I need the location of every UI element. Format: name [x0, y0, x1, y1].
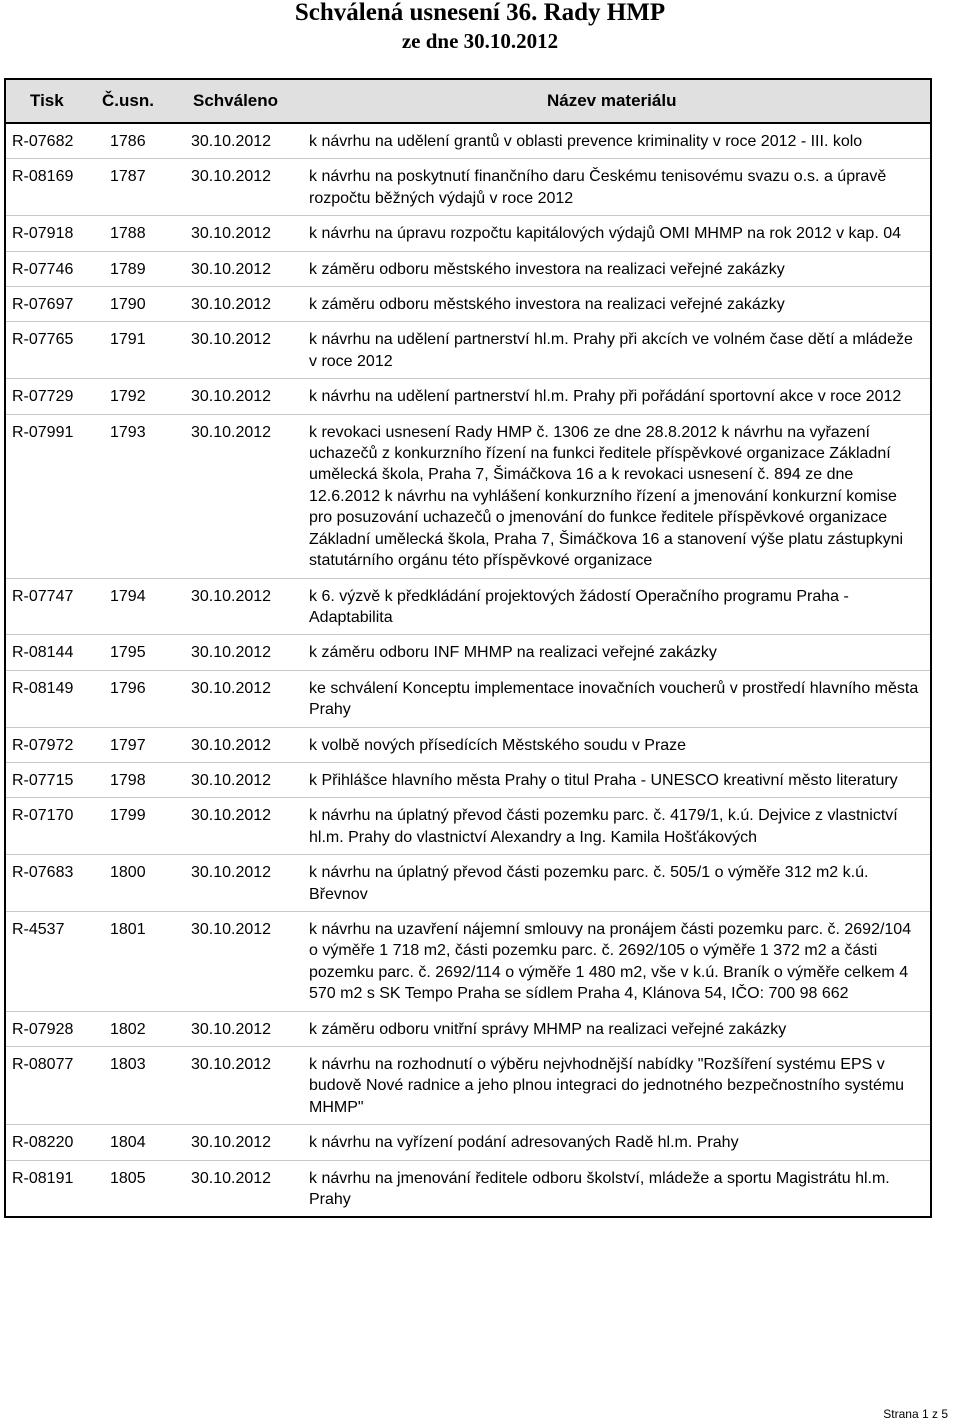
cell-cislo-usneseni: 1792	[110, 388, 146, 406]
cell-schvaleno: 30.10.2012	[191, 679, 272, 697]
cell-tisk: R-08077	[12, 1056, 74, 1073]
table-row	[6, 216, 930, 251]
table-row	[6, 415, 930, 579]
cell-cislo-usneseni: 1804	[110, 1134, 146, 1152]
cell-cislo-usneseni: 1805	[110, 1169, 146, 1187]
table-header	[4, 78, 932, 124]
cell-tisk: R-07765	[12, 331, 74, 349]
table-row	[6, 1161, 930, 1217]
cell-tisk: R-07683	[12, 864, 74, 882]
cell-nazev-materialu: k návrhu na udělení grantů v oblasti prevence kriminality v roce 2012 - III. kolo	[309, 133, 863, 150]
cell-tisk: R-07697	[12, 296, 74, 314]
cell-schvaleno: 30.10.2012	[191, 388, 272, 406]
cell-cislo-usneseni: 1788	[110, 225, 146, 243]
cell-cislo-usneseni: 1789	[110, 260, 146, 278]
cell-tisk: R-07747	[12, 587, 74, 605]
cell-nazev-materialu: k návrhu na úpravu rozpočtu kapitálových výdajů OMI MHMP na rok 2012 v kap. 04	[309, 225, 902, 243]
cell-cislo-usneseni: 1799	[110, 807, 146, 825]
cell-cislo-usneseni: 1796	[110, 679, 146, 697]
table-row	[6, 763, 930, 798]
cell-cislo-usneseni: 1793	[110, 423, 146, 441]
cell-schvaleno: 30.10.2012	[191, 133, 272, 150]
table-row	[6, 159, 930, 216]
column-header-schvaleno: Schváleno	[193, 91, 279, 110]
cell-nazev-materialu: k návrhu na udělení partnerství hl.m. Prahy při pořádání sportovní akce v roce 2012	[309, 388, 902, 406]
table-row	[6, 671, 930, 728]
cell-cislo-usneseni: 1802	[110, 1020, 146, 1038]
table-row	[6, 579, 930, 636]
cell-schvaleno: 30.10.2012	[191, 864, 272, 882]
cell-cislo-usneseni: 1794	[110, 587, 146, 605]
page-title: Schválená usnesení 36. Rady HMP	[294, 0, 666, 26]
cell-tisk: R-08144	[12, 644, 74, 662]
cell-schvaleno: 30.10.2012	[191, 331, 272, 349]
column-header-nazev-materialu: Název materiálu	[547, 91, 677, 110]
cell-tisk: R-08220	[12, 1134, 74, 1152]
table-row	[6, 252, 930, 287]
cell-tisk: R-07746	[12, 260, 74, 278]
cell-nazev-materialu: k návrhu na jmenování ředitele odboru školství, mládeže a sportu Magistrátu hl.m. Prahy	[309, 1169, 890, 1209]
cell-nazev-materialu: k návrhu na úplatný převod části pozemku parc. č. 505/1 o výměře 312 m2 k.ú. Břevnov	[309, 864, 869, 903]
table-row	[6, 635, 930, 670]
cell-tisk: R-08169	[12, 168, 74, 186]
cell-tisk: R-07991	[12, 423, 74, 441]
cell-nazev-materialu: k návrhu na vyřízení podání adresovaných Radě hl.m. Prahy	[309, 1134, 739, 1152]
table-row	[6, 322, 930, 379]
cell-nazev-materialu: k návrhu na úplatný převod části pozemku parc. č. 4179/1, k.ú. Dejvice z vlastnictví hl.m. Prahy do vlastnictví Alexandry a Ing. Kamila Hošťákových	[309, 807, 898, 846]
cell-nazev-materialu: k Přihlášce hlavního města Prahy o titul Praha - UNESCO kreativní město literatury	[309, 771, 898, 789]
cell-schvaleno: 30.10.2012	[191, 1169, 272, 1187]
cell-schvaleno: 30.10.2012	[191, 807, 272, 825]
table-row	[6, 124, 930, 159]
cell-cislo-usneseni: 1803	[110, 1056, 146, 1073]
table-row	[6, 1047, 930, 1125]
page-subtitle: ze dne 30.10.2012	[401, 29, 559, 53]
cell-nazev-materialu: k 6. výzvě k předkládání projektových žádostí Operačního programu Praha - Adaptabilita	[309, 587, 849, 626]
cell-tisk: R-07918	[12, 225, 74, 243]
cell-schvaleno: 30.10.2012	[191, 423, 272, 441]
table-row	[6, 912, 930, 1012]
cell-nazev-materialu: k záměru odboru INF MHMP na realizaci veřejné zakázky	[309, 644, 717, 662]
cell-nazev-materialu: k záměru odboru městského investora na realizaci veřejné zakázky	[309, 296, 785, 314]
cell-tisk: R-08191	[12, 1169, 74, 1187]
cell-nazev-materialu: k záměru odboru vnitřní správy MHMP na realizaci veřejné zakázky	[309, 1020, 787, 1038]
cell-cislo-usneseni: 1797	[110, 736, 146, 754]
cell-schvaleno: 30.10.2012	[191, 587, 272, 605]
cell-schvaleno: 30.10.2012	[191, 225, 272, 243]
cell-schvaleno: 30.10.2012	[191, 771, 272, 789]
cell-tisk: R-4537	[12, 920, 65, 938]
cell-nazev-materialu: k revokaci usnesení Rady HMP č. 1306 ze dne 28.8.2012 k návrhu na vyřazení uchazečů z konkurzního řízení na funkci ředitele příspěvkové organizace Základní umělecká škola, Praha 7, Šimáčkova 16 a k revokaci usnesení č. 894 ze dne 12.6.2012 k návrhu na vyhlášení konkurzního řízení a jmenování konkurzní komise pro posuzování uchazečů o jmenování do funkce ředitele příspěvkové organizace Základní umělecká škola, Praha 7, Šimáčkova 16 a stanovení výše platu zástupkyni statutárního orgánu této příspěvkové organizace	[309, 423, 904, 570]
cell-tisk: R-07715	[12, 771, 74, 789]
cell-nazev-materialu: k záměru odboru městského investora na realizaci veřejné zakázky	[309, 260, 785, 278]
cell-tisk: R-08149	[12, 679, 74, 697]
table-row	[6, 1125, 930, 1160]
cell-tisk: R-07972	[12, 736, 74, 754]
cell-cislo-usneseni: 1801	[110, 920, 146, 938]
cell-cislo-usneseni: 1786	[110, 133, 146, 150]
table-row	[6, 287, 930, 322]
table-row	[6, 728, 930, 763]
cell-schvaleno: 30.10.2012	[191, 296, 272, 314]
cell-schvaleno: 30.10.2012	[191, 736, 272, 754]
resolutions-table	[4, 124, 932, 1218]
cell-nazev-materialu: k návrhu na poskytnutí finančního daru Českému tenisovému svazu o.s. a úpravě rozpočtu běžných výdajů v roce 2012	[309, 168, 887, 207]
cell-tisk: R-07682	[12, 133, 74, 150]
table-row	[6, 379, 930, 414]
cell-cislo-usneseni: 1795	[110, 644, 146, 662]
cell-tisk: R-07729	[12, 388, 74, 406]
cell-schvaleno: 30.10.2012	[191, 260, 272, 278]
page-number: Strana 1 z 5	[883, 1407, 948, 1421]
cell-nazev-materialu: k návrhu na rozhodnutí o výběru nejvhodnější nabídky "Rozšíření systému EPS v budově Nové radnice a jeho plnou integraci do jednotného bezpečnostního systému MHMP"	[309, 1056, 905, 1116]
table-row	[6, 1012, 930, 1047]
cell-schvaleno: 30.10.2012	[191, 1020, 272, 1038]
cell-schvaleno: 30.10.2012	[191, 644, 272, 662]
cell-cislo-usneseni: 1791	[110, 331, 146, 349]
cell-nazev-materialu: k návrhu na udělení partnerství hl.m. Prahy při akcích ve volném čase dětí a mládeže v roce 2012	[309, 331, 913, 370]
column-header-tisk: Tisk	[30, 91, 64, 110]
cell-schvaleno: 30.10.2012	[191, 920, 272, 938]
cell-cislo-usneseni: 1787	[110, 168, 146, 186]
cell-tisk: R-07170	[12, 807, 74, 825]
cell-nazev-materialu: k volbě nových přísedících Městského soudu v Praze	[309, 736, 687, 754]
cell-schvaleno: 30.10.2012	[191, 1056, 272, 1073]
cell-cislo-usneseni: 1800	[110, 864, 146, 882]
cell-nazev-materialu: ke schválení Konceptu implementace inovačních voucherů v prostředí hlavního města Prahy	[309, 679, 919, 719]
table-row	[6, 855, 930, 912]
table-row	[6, 798, 930, 855]
column-header-cislo-usneseni: Č.usn.	[102, 91, 154, 110]
cell-nazev-materialu: k návrhu na uzavření nájemní smlouvy na pronájem části pozemku parc. č. 2692/104 o výměře 1 718 m2, části pozemku parc. č. 2692/105 o výměře 1 372 m2 a části pozemku parc. č. 2692/114 o výměře 1 480 m2, vše v k.ú. Braník o výměře celkem 4 570 m2 s SK Tempo Praha se sídlem Praha 4, Klánova 54, IČO: 700 98 662	[309, 920, 912, 1003]
cell-tisk: R-07928	[12, 1020, 74, 1038]
cell-schvaleno: 30.10.2012	[191, 1134, 272, 1152]
cell-cislo-usneseni: 1798	[110, 771, 146, 789]
cell-schvaleno: 30.10.2012	[191, 168, 272, 186]
cell-cislo-usneseni: 1790	[110, 296, 146, 314]
